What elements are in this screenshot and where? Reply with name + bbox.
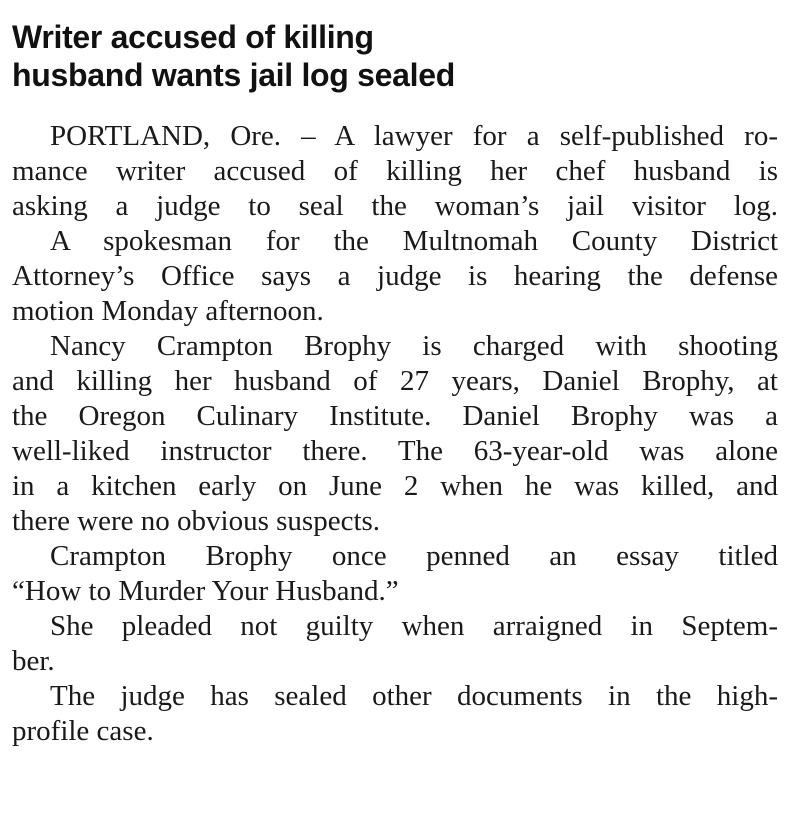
paragraph	[12, 609, 778, 679]
text-line: there were no obvious suspects.	[12, 505, 381, 537]
text-line: Attorney’s Office says a judge is hearing the defense	[12, 260, 778, 292]
text-line: She pleaded not guilty when arraigned in Septem-	[50, 610, 778, 642]
paragraph	[12, 329, 778, 539]
headline-line: husband wants jail log sealed	[12, 57, 455, 93]
headline	[12, 18, 778, 94]
headline-line: Writer accused of killing	[12, 19, 374, 55]
text-line: mance writer accused of killing her chef husband is	[12, 155, 778, 187]
paragraph	[12, 224, 778, 329]
text-line: asking a judge to seal the woman’s jail visitor log.	[12, 190, 778, 222]
text-line: well-liked instructor there. The 63-year-old was alone	[12, 435, 778, 467]
paragraph	[12, 679, 778, 749]
text-line: ber.	[12, 645, 55, 677]
article-body	[12, 119, 778, 749]
text-line: “How to Murder Your Husband.”	[12, 575, 399, 607]
text-line: motion Monday afternoon.	[12, 295, 324, 327]
text-line: The judge has sealed other documents in the high-	[50, 680, 778, 712]
text-line: profile case.	[12, 715, 154, 747]
text-line: Nancy Crampton Brophy is charged with shooting	[50, 330, 778, 362]
paragraph	[12, 119, 778, 224]
text-line: PORTLAND, Ore. – A lawyer for a self-published ro-	[50, 120, 778, 152]
text-line: A spokesman for the Multnomah County District	[50, 225, 778, 257]
text-line: in a kitchen early on June 2 when he was killed, and	[12, 470, 778, 502]
paragraph	[12, 539, 778, 609]
text-line: Crampton Brophy once penned an essay titled	[50, 540, 778, 572]
text-line: the Oregon Culinary Institute. Daniel Brophy was a	[12, 400, 778, 432]
text-line: and killing her husband of 27 years, Daniel Brophy, at	[12, 365, 778, 397]
